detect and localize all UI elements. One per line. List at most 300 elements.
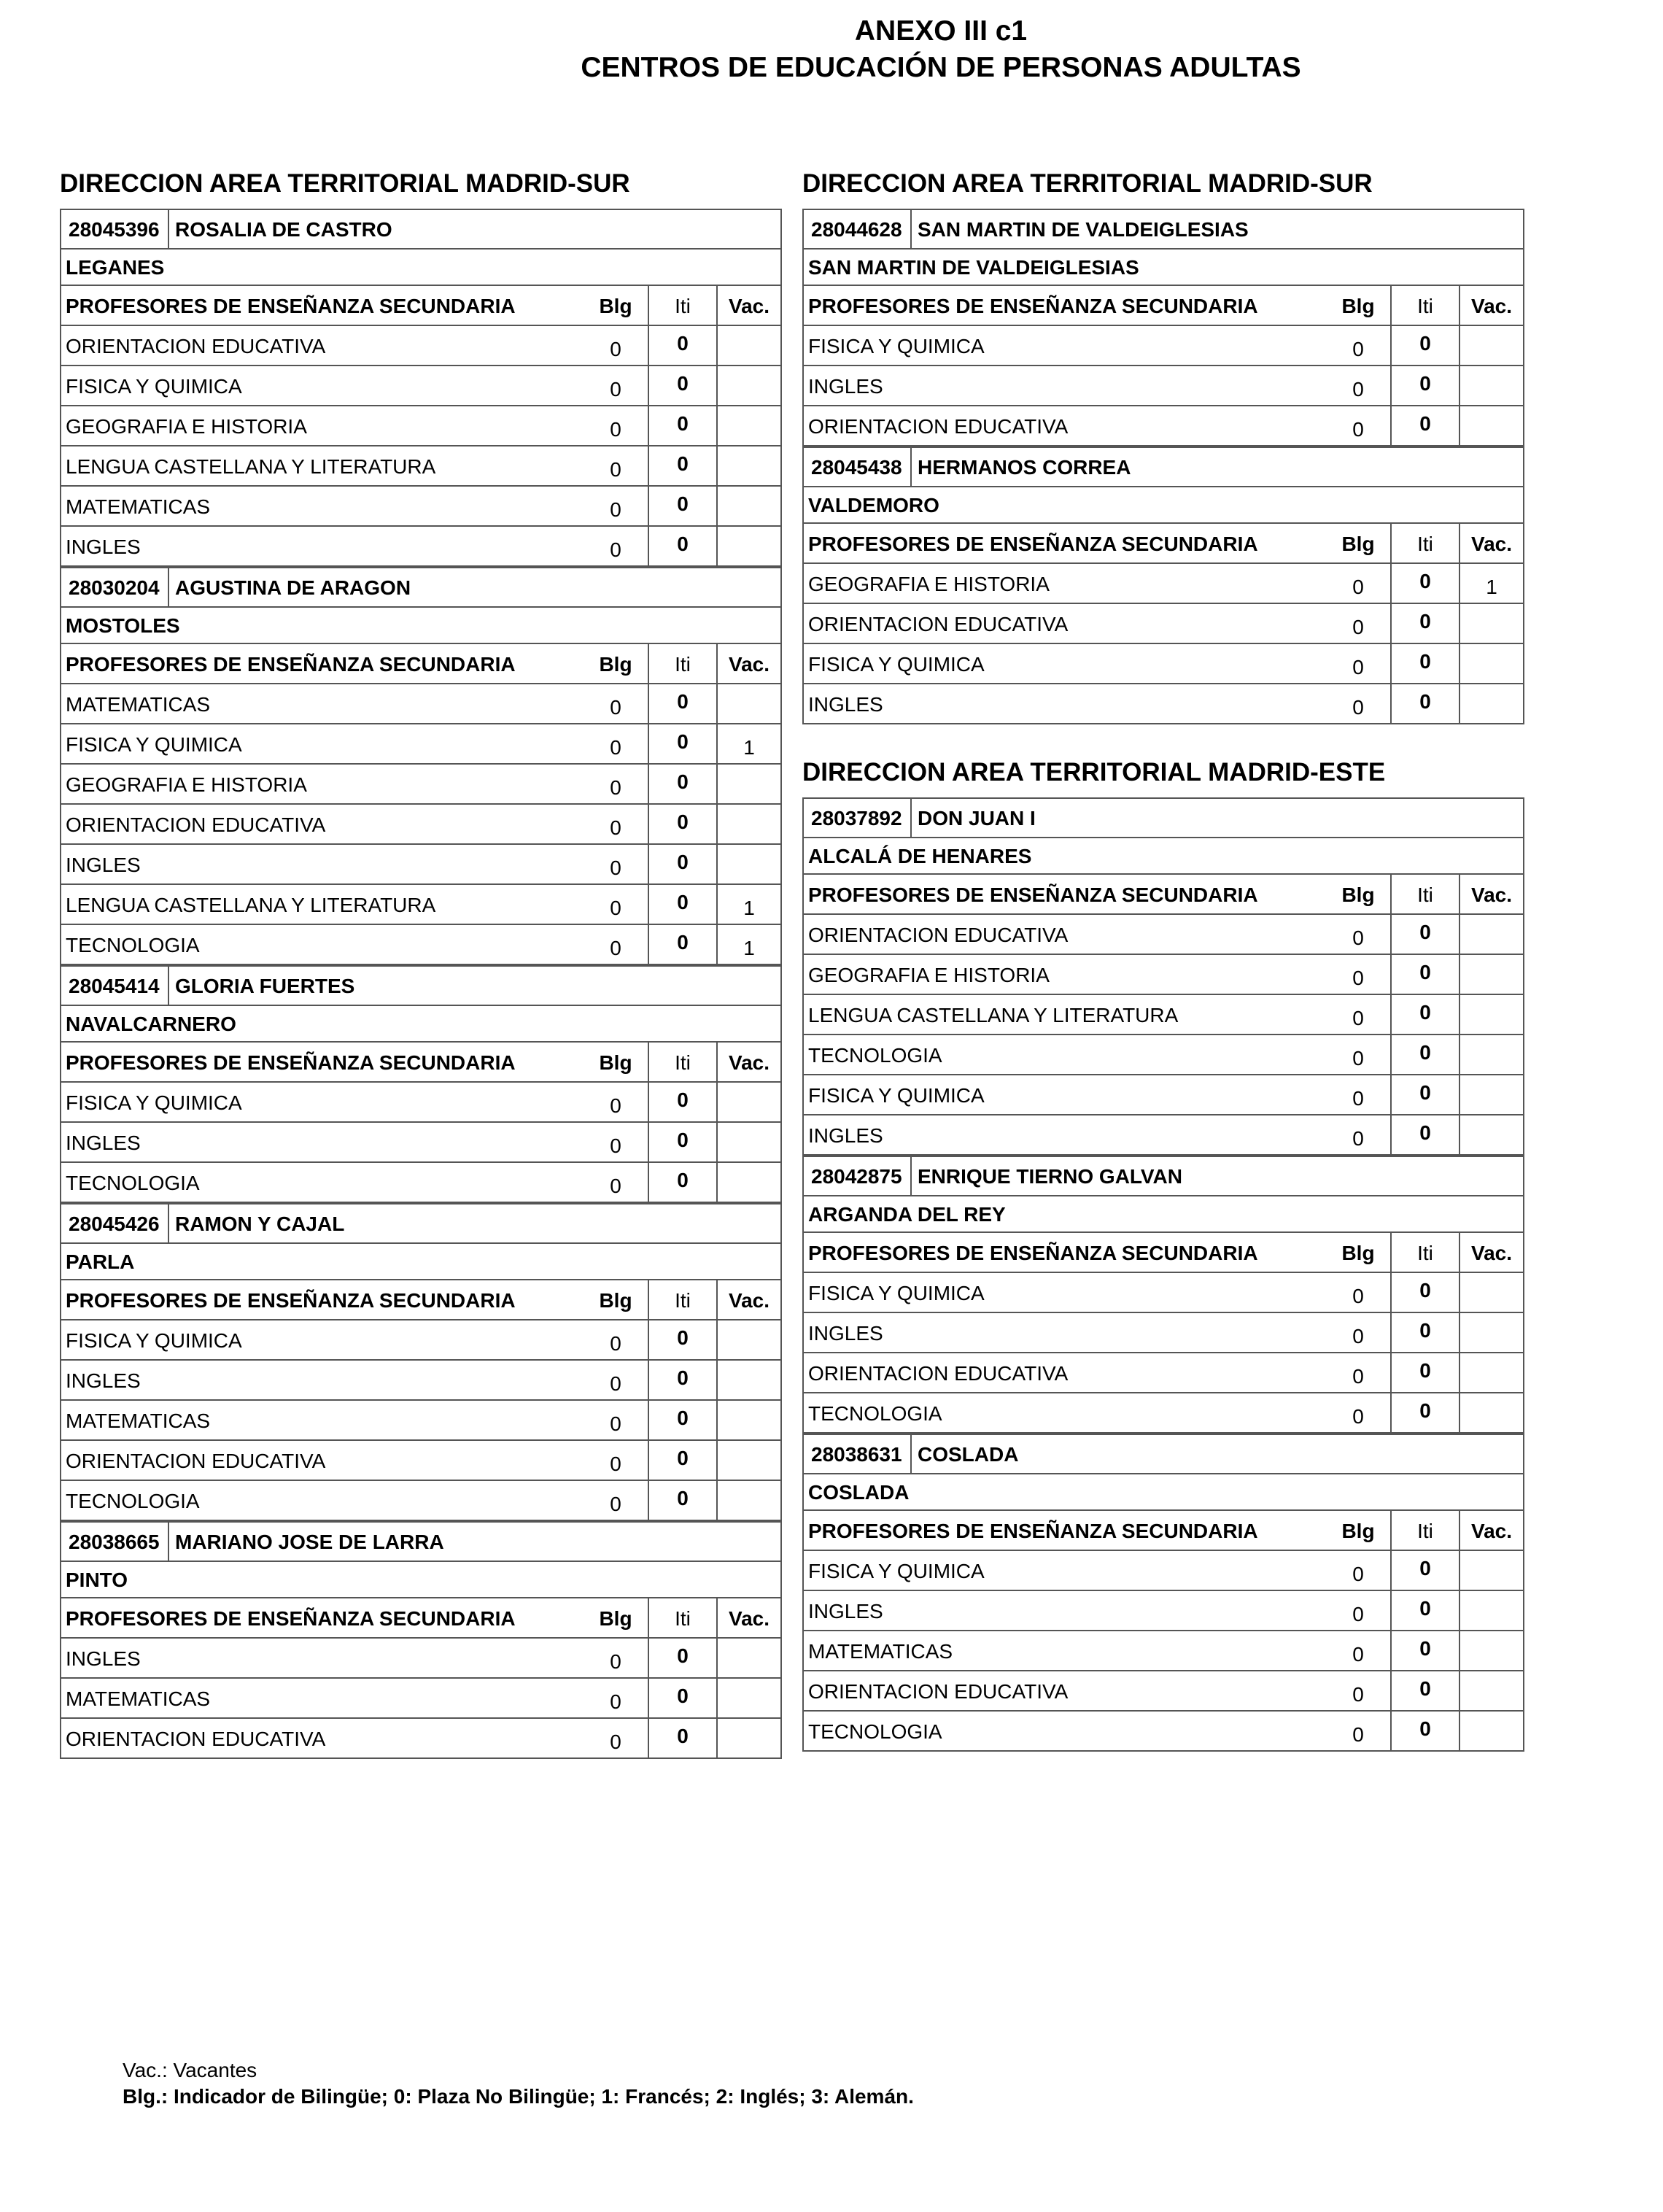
vac-cell: 1 xyxy=(743,736,755,759)
blg-cell: 0 xyxy=(1326,1631,1392,1670)
blg-cell: 0 xyxy=(584,1083,649,1121)
center-name: RAMON Y CAJAL xyxy=(175,1213,345,1235)
subject-cell: TECNOLOGIA xyxy=(808,1720,942,1743)
vac-cell xyxy=(1460,1712,1523,1750)
blg-cell: 0 xyxy=(584,1481,649,1520)
center-town: NAVALCARNERO xyxy=(61,1006,780,1043)
table-row xyxy=(61,805,780,845)
iti-cell: 0 xyxy=(649,366,718,405)
subject-cell: ORIENTACION EDUCATIVA xyxy=(66,813,326,836)
subject-cell: MATEMATICAS xyxy=(808,1640,953,1663)
blg-cell: 0 xyxy=(1326,1671,1392,1710)
column-header-blg: Blg xyxy=(1326,1233,1392,1272)
vac-cell xyxy=(718,1481,780,1520)
center-name: HERMANOS CORREA xyxy=(918,456,1131,479)
subject-cell: TECNOLOGIA xyxy=(66,934,200,956)
table-row xyxy=(61,765,780,805)
column-header-iti: Iti xyxy=(1392,1511,1460,1550)
subject-cell: MATEMATICAS xyxy=(66,693,211,716)
subject-cell: ORIENTACION EDUCATIVA xyxy=(66,1728,326,1750)
subject-cell: LENGUA CASTELLANA Y LITERATURA xyxy=(66,455,436,478)
vac-cell xyxy=(1460,1591,1523,1630)
column-header-iti: Iti xyxy=(649,1598,718,1637)
iti-cell: 0 xyxy=(1392,326,1460,365)
iti-cell: 0 xyxy=(649,1123,718,1161)
iti-cell: 0 xyxy=(649,527,718,565)
iti-cell: 0 xyxy=(649,684,718,723)
subject-cell: INGLES xyxy=(66,1647,141,1670)
iti-cell: 0 xyxy=(649,1719,718,1757)
area-title: DIRECCION AREA TERRITORIAL MADRID-SUR xyxy=(802,169,1373,198)
left-column xyxy=(60,165,782,1759)
subject-cell: INGLES xyxy=(808,693,883,716)
blg-cell: 0 xyxy=(584,1639,649,1677)
iti-cell: 0 xyxy=(1392,1712,1460,1750)
column-header-iti: Iti xyxy=(1392,1233,1460,1272)
subject-cell: ORIENTACION EDUCATIVA xyxy=(66,335,326,357)
table-row xyxy=(804,644,1523,684)
subject-cell: FISICA Y QUIMICA xyxy=(808,1084,985,1107)
iti-cell: 0 xyxy=(649,1639,718,1677)
subject-cell: INGLES xyxy=(808,1322,883,1345)
annex-subheading: CENTROS DE EDUCACIÓN DE PERSONAS ADULTAS xyxy=(581,52,1301,83)
iti-cell: 0 xyxy=(1392,366,1460,405)
blg-cell: 0 xyxy=(584,326,649,365)
column-header-blg: Blg xyxy=(1326,286,1392,325)
table-row xyxy=(804,1035,1523,1075)
center-town: ALCALÁ DE HENARES xyxy=(804,838,1523,875)
column-header-iti: Iti xyxy=(1392,524,1460,562)
vac-cell xyxy=(1460,1393,1523,1432)
subject-cell: ORIENTACION EDUCATIVA xyxy=(66,1450,326,1472)
column-header-profesores: PROFESORES DE ENSEÑANZA SECUNDARIA xyxy=(808,883,1258,906)
table-row xyxy=(804,1353,1523,1393)
vac-cell xyxy=(718,1320,780,1359)
center-name: COSLADA xyxy=(918,1443,1019,1466)
column-header-iti: Iti xyxy=(649,644,718,683)
center-name: MARIANO JOSE DE LARRA xyxy=(175,1531,444,1553)
table-row xyxy=(804,1273,1523,1313)
column-header-iti: Iti xyxy=(1392,286,1460,325)
blg-cell: 0 xyxy=(1326,644,1392,683)
blg-cell: 0 xyxy=(584,406,649,445)
center-town: LEGANES xyxy=(61,250,780,286)
table-row xyxy=(804,1075,1523,1115)
subject-cell: LENGUA CASTELLANA Y LITERATURA xyxy=(66,894,436,916)
iti-cell: 0 xyxy=(649,1163,718,1202)
vac-cell xyxy=(718,1123,780,1161)
table-row xyxy=(804,995,1523,1035)
vac-cell xyxy=(1460,366,1523,405)
section-gap xyxy=(802,724,1524,754)
center-header xyxy=(804,1435,1523,1474)
iti-cell: 0 xyxy=(649,446,718,485)
column-header-row xyxy=(61,1280,780,1320)
area-title: DIRECCION AREA TERRITORIAL MADRID-SUR xyxy=(60,169,630,198)
center-code: 28044628 xyxy=(804,210,912,248)
iti-cell: 0 xyxy=(649,805,718,843)
center-town: PARLA xyxy=(61,1244,780,1280)
iti-cell: 0 xyxy=(649,326,718,365)
blg-cell: 0 xyxy=(1326,955,1392,994)
blg-cell: 0 xyxy=(1326,684,1392,723)
iti-cell: 0 xyxy=(649,724,718,763)
blg-cell: 0 xyxy=(1326,1075,1392,1114)
table-row xyxy=(804,1393,1523,1434)
table-row xyxy=(61,845,780,885)
iti-cell: 0 xyxy=(1392,915,1460,954)
center-table xyxy=(802,1434,1524,1752)
table-row xyxy=(61,724,780,765)
vac-cell xyxy=(1460,915,1523,954)
subject-cell: FISICA Y QUIMICA xyxy=(66,375,242,398)
column-header-row xyxy=(61,286,780,326)
vac-cell xyxy=(718,1679,780,1717)
center-header xyxy=(804,1157,1523,1196)
blg-cell: 0 xyxy=(584,487,649,525)
blg-cell: 0 xyxy=(584,724,649,763)
center-table xyxy=(60,965,782,1203)
iti-cell: 0 xyxy=(649,487,718,525)
iti-cell: 0 xyxy=(649,885,718,924)
column-header-vac: Vac. xyxy=(1470,1242,1513,1264)
table-row xyxy=(61,366,780,406)
table-row xyxy=(61,885,780,925)
subject-cell: MATEMATICAS xyxy=(66,1687,211,1710)
vac-cell xyxy=(1460,684,1523,723)
column-header-row xyxy=(804,524,1523,564)
center-town: MOSTOLES xyxy=(61,608,780,644)
legend xyxy=(123,2057,914,2110)
subject-cell: GEOGRAFIA E HISTORIA xyxy=(66,773,307,796)
center-header xyxy=(61,210,780,250)
subject-cell: TECNOLOGIA xyxy=(66,1490,200,1512)
center-town: COSLADA xyxy=(804,1474,1523,1511)
center-list xyxy=(802,209,1524,724)
table-row xyxy=(61,1083,780,1123)
table-row xyxy=(804,1313,1523,1353)
column-header-row xyxy=(804,875,1523,915)
subject-cell: FISICA Y QUIMICA xyxy=(808,335,985,357)
vac-cell xyxy=(1460,1035,1523,1074)
vac-cell xyxy=(718,845,780,883)
vac-cell xyxy=(718,1639,780,1677)
blg-cell: 0 xyxy=(584,1679,649,1717)
center-header xyxy=(804,448,1523,487)
iti-cell: 0 xyxy=(649,925,718,964)
blg-cell: 0 xyxy=(1326,326,1392,365)
vac-cell xyxy=(1460,406,1523,445)
column-header-profesores: PROFESORES DE ENSEÑANZA SECUNDARIA xyxy=(66,1607,516,1630)
column-header-profesores: PROFESORES DE ENSEÑANZA SECUNDARIA xyxy=(66,295,516,317)
vac-cell xyxy=(718,1719,780,1757)
iti-cell: 0 xyxy=(1392,1353,1460,1392)
subject-cell: INGLES xyxy=(66,854,141,876)
column-header-blg: Blg xyxy=(1326,524,1392,562)
subject-cell: ORIENTACION EDUCATIVA xyxy=(808,924,1069,946)
column-header-blg: Blg xyxy=(1326,875,1392,913)
iti-cell: 0 xyxy=(1392,955,1460,994)
blg-cell: 0 xyxy=(584,1719,649,1757)
vac-cell xyxy=(1460,604,1523,643)
table-row xyxy=(61,1679,780,1719)
center-header xyxy=(61,1204,780,1244)
vac-cell xyxy=(1460,1671,1523,1710)
vac-cell: 1 xyxy=(743,937,755,959)
column-header-row xyxy=(804,286,1523,326)
vac-cell xyxy=(718,1361,780,1399)
vac-cell xyxy=(718,765,780,803)
subject-cell: INGLES xyxy=(808,1124,883,1147)
iti-cell: 0 xyxy=(1392,684,1460,723)
blg-cell: 0 xyxy=(1326,915,1392,954)
blg-cell: 0 xyxy=(1326,1551,1392,1590)
iti-cell: 0 xyxy=(1392,1631,1460,1670)
table-row xyxy=(804,326,1523,366)
annex-heading: ANEXO III c1 xyxy=(854,15,1028,47)
blg-cell: 0 xyxy=(584,366,649,405)
blg-cell: 0 xyxy=(1326,366,1392,405)
legend-vac: Vac.: Vacantes xyxy=(123,2059,257,2081)
vac-cell xyxy=(1460,1551,1523,1590)
table-row xyxy=(61,925,780,965)
vac-cell xyxy=(718,446,780,485)
table-row xyxy=(804,366,1523,406)
right-column xyxy=(802,165,1524,1752)
center-header xyxy=(61,967,780,1006)
document-title xyxy=(0,13,1663,86)
blg-cell: 0 xyxy=(584,1320,649,1359)
column-header-row xyxy=(804,1511,1523,1551)
column-header-vac: Vac. xyxy=(1470,1520,1513,1542)
center-table xyxy=(60,567,782,965)
table-row xyxy=(804,684,1523,724)
center-code: 28042875 xyxy=(804,1157,912,1195)
table-row xyxy=(61,1719,780,1759)
vac-cell xyxy=(1460,995,1523,1034)
subject-cell: ORIENTACION EDUCATIVA xyxy=(808,613,1069,635)
center-table xyxy=(60,1203,782,1521)
table-row xyxy=(804,1712,1523,1752)
column-header-iti: Iti xyxy=(649,286,718,325)
table-row xyxy=(61,446,780,487)
blg-cell: 0 xyxy=(1326,1035,1392,1074)
center-code: 28030204 xyxy=(61,568,169,606)
column-header-vac: Vac. xyxy=(1470,883,1513,906)
table-row xyxy=(61,1123,780,1163)
column-header-row xyxy=(61,1598,780,1639)
center-code: 28045414 xyxy=(61,967,169,1005)
table-row xyxy=(61,406,780,446)
subject-cell: FISICA Y QUIMICA xyxy=(808,1282,985,1304)
vac-cell xyxy=(718,684,780,723)
table-row xyxy=(804,1671,1523,1712)
iti-cell: 0 xyxy=(1392,564,1460,603)
table-row xyxy=(61,1361,780,1401)
iti-cell: 0 xyxy=(649,1320,718,1359)
column-header-profesores: PROFESORES DE ENSEÑANZA SECUNDARIA xyxy=(66,1289,516,1312)
blg-cell: 0 xyxy=(584,684,649,723)
column-header-profesores: PROFESORES DE ENSEÑANZA SECUNDARIA xyxy=(808,1242,1258,1264)
blg-cell: 0 xyxy=(1326,995,1392,1034)
area-title: DIRECCION AREA TERRITORIAL MADRID-ESTE xyxy=(802,758,1386,786)
iti-cell: 0 xyxy=(649,1361,718,1399)
vac-cell xyxy=(1460,1075,1523,1114)
center-town: ARGANDA DEL REY xyxy=(804,1196,1523,1233)
table-row xyxy=(61,527,780,567)
subject-cell: INGLES xyxy=(808,375,883,398)
blg-cell: 0 xyxy=(584,1361,649,1399)
vac-cell xyxy=(1460,1273,1523,1312)
subject-cell: FISICA Y QUIMICA xyxy=(808,1560,985,1582)
blg-cell: 0 xyxy=(584,1441,649,1480)
subject-cell: FISICA Y QUIMICA xyxy=(66,733,242,756)
subject-cell: MATEMATICAS xyxy=(66,1409,211,1432)
iti-cell: 0 xyxy=(649,1481,718,1520)
subject-cell: TECNOLOGIA xyxy=(808,1044,942,1067)
vac-cell xyxy=(718,527,780,565)
subject-cell: INGLES xyxy=(808,1600,883,1623)
center-town: PINTO xyxy=(61,1562,780,1598)
column-header-vac: Vac. xyxy=(1470,533,1513,555)
column-header-iti: Iti xyxy=(649,1043,718,1081)
center-table xyxy=(802,209,1524,446)
center-name: ROSALIA DE CASTRO xyxy=(175,218,392,241)
iti-cell: 0 xyxy=(1392,1551,1460,1590)
table-row xyxy=(804,406,1523,446)
table-row xyxy=(804,604,1523,644)
center-header xyxy=(804,210,1523,250)
vac-cell xyxy=(718,487,780,525)
vac-cell xyxy=(1460,1115,1523,1154)
vac-cell xyxy=(718,366,780,405)
column-header-row xyxy=(61,644,780,684)
table-row xyxy=(61,1481,780,1521)
center-name: DON JUAN I xyxy=(918,807,1036,830)
center-code: 28037892 xyxy=(804,799,912,837)
center-table xyxy=(60,1521,782,1759)
center-name: GLORIA FUERTES xyxy=(175,975,355,997)
blg-cell: 0 xyxy=(584,1163,649,1202)
column-header-blg: Blg xyxy=(584,1598,649,1637)
blg-cell: 0 xyxy=(584,527,649,565)
vac-cell xyxy=(1460,326,1523,365)
blg-cell: 0 xyxy=(1326,1393,1392,1432)
blg-cell: 0 xyxy=(1326,1273,1392,1312)
iti-cell: 0 xyxy=(649,765,718,803)
iti-cell: 0 xyxy=(1392,995,1460,1034)
iti-cell: 0 xyxy=(1392,1035,1460,1074)
table-row xyxy=(61,1320,780,1361)
column-header-vac: Vac. xyxy=(728,1289,770,1312)
blg-cell: 0 xyxy=(1326,604,1392,643)
vac-cell xyxy=(718,1083,780,1121)
column-header-vac: Vac. xyxy=(1470,295,1513,317)
subject-cell: ORIENTACION EDUCATIVA xyxy=(808,1680,1069,1703)
center-name: SAN MARTIN DE VALDEIGLESIAS xyxy=(918,218,1249,241)
iti-cell: 0 xyxy=(649,1441,718,1480)
blg-cell: 0 xyxy=(1326,1712,1392,1750)
vac-cell xyxy=(718,1163,780,1202)
center-town: VALDEMORO xyxy=(804,487,1523,524)
column-header-profesores: PROFESORES DE ENSEÑANZA SECUNDARIA xyxy=(808,1520,1258,1542)
table-row xyxy=(804,1631,1523,1671)
vac-cell xyxy=(1460,644,1523,683)
center-name: ENRIQUE TIERNO GALVAN xyxy=(918,1165,1182,1188)
column-header-iti: Iti xyxy=(1392,875,1460,913)
table-row xyxy=(61,1639,780,1679)
blg-cell: 0 xyxy=(584,925,649,964)
table-row xyxy=(804,955,1523,995)
subject-cell: ORIENTACION EDUCATIVA xyxy=(808,1362,1069,1385)
column-header-profesores: PROFESORES DE ENSEÑANZA SECUNDARIA xyxy=(808,295,1258,317)
subject-cell: FISICA Y QUIMICA xyxy=(66,1091,242,1114)
iti-cell: 0 xyxy=(1392,1671,1460,1710)
vac-cell xyxy=(718,1441,780,1480)
blg-cell: 0 xyxy=(584,1401,649,1439)
iti-cell: 0 xyxy=(649,406,718,445)
blg-cell: 0 xyxy=(1326,1115,1392,1154)
iti-cell: 0 xyxy=(649,1679,718,1717)
subject-cell: FISICA Y QUIMICA xyxy=(808,653,985,676)
vac-cell xyxy=(1460,1353,1523,1392)
column-header-blg: Blg xyxy=(584,1280,649,1319)
iti-cell: 0 xyxy=(1392,1313,1460,1352)
center-table xyxy=(802,1156,1524,1434)
column-header-row xyxy=(804,1233,1523,1273)
iti-cell: 0 xyxy=(1392,406,1460,445)
iti-cell: 0 xyxy=(1392,1273,1460,1312)
vac-cell: 1 xyxy=(1486,576,1497,598)
table-row xyxy=(61,1401,780,1441)
column-header-blg: Blg xyxy=(584,286,649,325)
vac-cell xyxy=(718,406,780,445)
vac-cell xyxy=(1460,1313,1523,1352)
iti-cell: 0 xyxy=(649,1401,718,1439)
center-table xyxy=(802,797,1524,1156)
center-town: SAN MARTIN DE VALDEIGLESIAS xyxy=(804,250,1523,286)
column-header-vac: Vac. xyxy=(728,653,770,676)
iti-cell: 0 xyxy=(1392,644,1460,683)
table-row xyxy=(804,1115,1523,1156)
table-row xyxy=(61,684,780,724)
blg-cell: 0 xyxy=(1326,406,1392,445)
subject-cell: ORIENTACION EDUCATIVA xyxy=(808,415,1069,438)
center-header xyxy=(804,799,1523,838)
table-row xyxy=(61,487,780,527)
table-row xyxy=(804,1591,1523,1631)
blg-cell: 0 xyxy=(1326,1353,1392,1392)
subject-cell: INGLES xyxy=(66,1132,141,1154)
blg-cell: 0 xyxy=(1326,1313,1392,1352)
center-code: 28045426 xyxy=(61,1204,169,1242)
column-header-iti: Iti xyxy=(649,1280,718,1319)
column-header-profesores: PROFESORES DE ENSEÑANZA SECUNDARIA xyxy=(808,533,1258,555)
subject-cell: GEOGRAFIA E HISTORIA xyxy=(66,415,307,438)
blg-cell: 0 xyxy=(584,805,649,843)
blg-cell: 0 xyxy=(1326,564,1392,603)
column-header-vac: Vac. xyxy=(728,295,770,317)
column-header-blg: Blg xyxy=(584,644,649,683)
center-list xyxy=(60,209,782,1759)
vac-cell xyxy=(1460,955,1523,994)
blg-cell: 0 xyxy=(1326,1591,1392,1630)
subject-cell: FISICA Y QUIMICA xyxy=(66,1329,242,1352)
center-code: 28038631 xyxy=(804,1435,912,1473)
table-row xyxy=(804,915,1523,955)
column-header-profesores: PROFESORES DE ENSEÑANZA SECUNDARIA xyxy=(66,1051,516,1074)
center-code: 28038665 xyxy=(61,1523,169,1561)
